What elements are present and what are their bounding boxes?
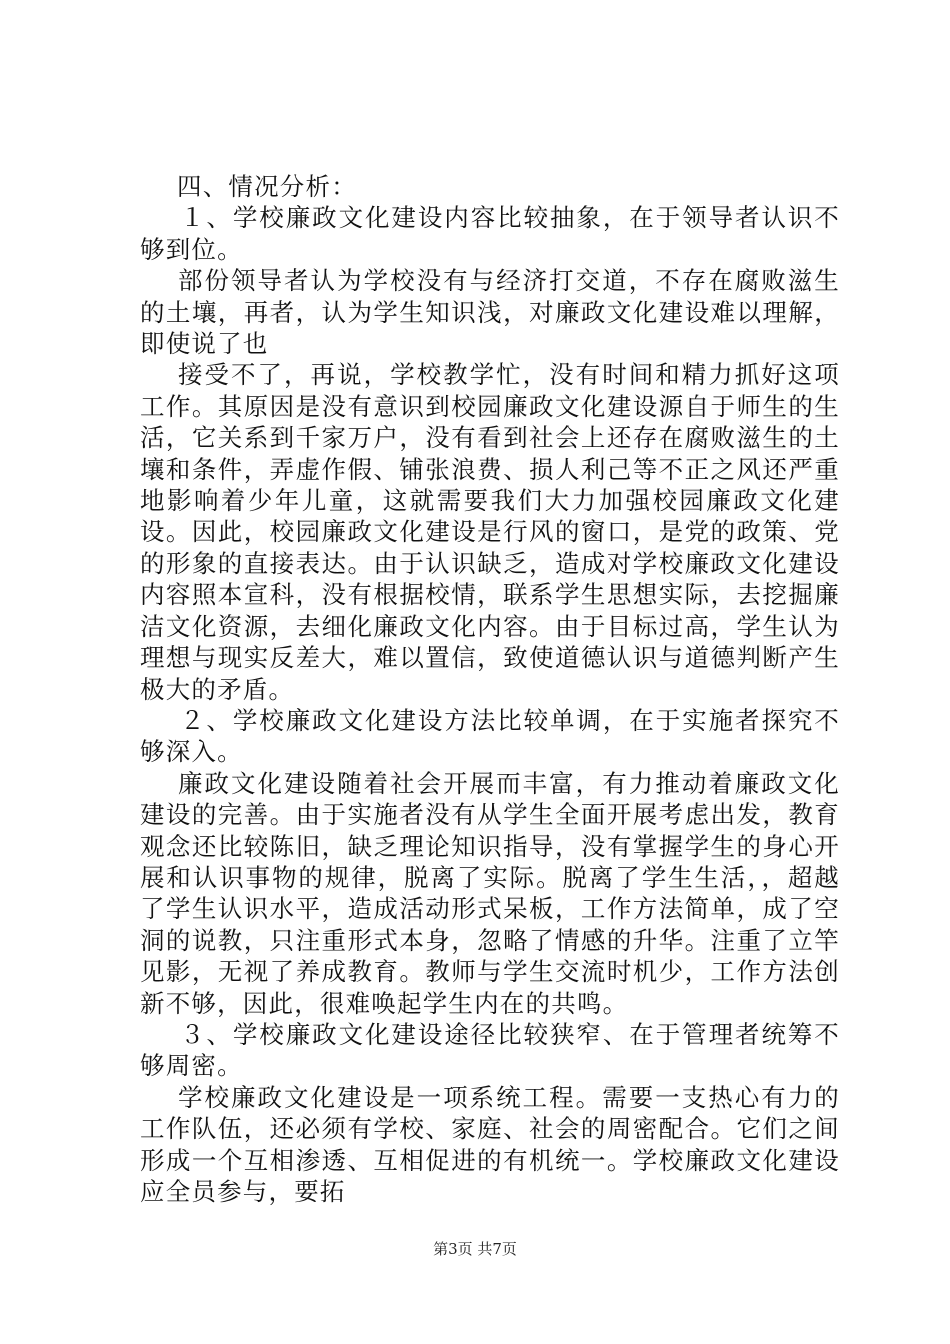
paragraph-2: 接受不了，再说，学校教学忙，没有时间和精力抓好这项工作。其原因是没有意识到校园廉政文化建设源自于师生的生活，它关系到千家万户，没有看到社会上还存在腐败滋生的土壤和条件，弄虚作假、铺张浪费、损人利己等不正之风还严重地影响着少年儿童，这就需要我们大力加强校园廉政文化建设。因此，校园廉政文化建设是行风的窗口，是党的政策、党的形象的直接表达。由于认识缺乏，造成对学校廉政文化建设内容照本宣科，没有根据校情，联系学生思想实际，去挖掘廉洁文化资源，去细化廉政文化内容。由于目标过高，学生认为理想与现实反差大，难以置信，致使道德认识与道德判断产生极大的矛盾。 (140, 360, 840, 704)
page-number-footer: 第3页 共7页 (433, 1240, 517, 1258)
analysis-point-2: ２、学校廉政文化建设方法比较单调，在于实施者探究不够深入。 (140, 705, 840, 767)
document-body (140, 171, 840, 1207)
paragraph-1: 部份领导者认为学校没有与经济打交道，不存在腐败滋生的土壤，再者，认为学生知识浅，对廉政文化建设难以理解，即使说了也 (140, 266, 840, 359)
analysis-point-1: １、学校廉政文化建设内容比较抽象，在于领导者认识不够到位。 (140, 203, 840, 264)
paragraph-4: 学校廉政文化建设是一项系统工程。需要一支热心有力的工作队伍，还必须有学校、家庭、社会的周密配合。它们之间形成一个互相渗透、互相促进的有机统一。学校廉政文化建设应全员参与，要拓 (140, 1082, 840, 1206)
paragraph-3: 廉政文化建设随着社会开展而丰富，有力推动着廉政文化建设的完善。由于实施者没有从学生全面开展考虑出发，教育观念还比较陈旧，缺乏理论知识指导，没有掌握学生的身心开展和认识事物的规律，脱离了实际。脱离了学生生活，，超越了学生认识水平，造成活动形式呆板，工作方法简单，成了空洞的说教，只注重形式本身，忽略了情感的升华。注重了立竿见影，无视了养成教育。教师与学生交流时机少，工作方法创新不够，因此，很难唤起学生内在的共鸣。 (140, 768, 840, 1018)
section-heading: 四、情况分析： (177, 172, 357, 201)
analysis-point-3: ３、学校廉政文化建设途径比较狭窄、在于管理者统筹不够周密。 (140, 1019, 840, 1081)
